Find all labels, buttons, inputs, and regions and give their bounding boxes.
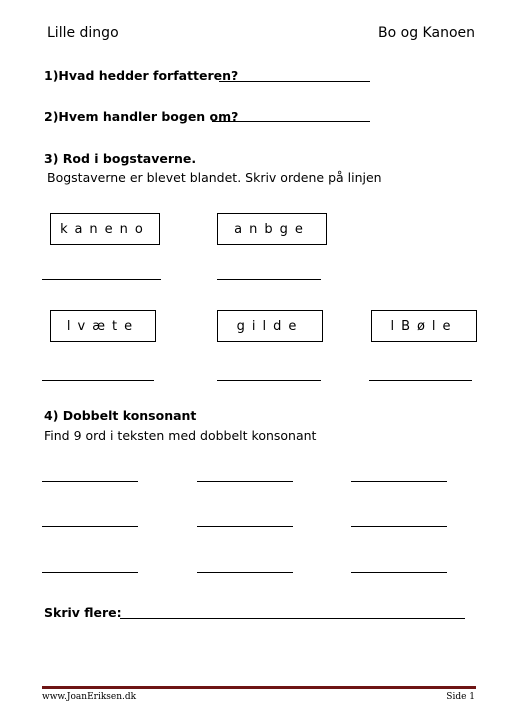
- question-1-label: 1)Hvad hedder forfatteren?: [44, 68, 239, 83]
- double-consonant-line-5[interactable]: [197, 526, 293, 527]
- write-more-answer-line[interactable]: [120, 618, 465, 619]
- double-consonant-line-1[interactable]: [42, 481, 138, 482]
- double-consonant-line-7[interactable]: [42, 572, 138, 573]
- double-consonant-line-9[interactable]: [351, 572, 447, 573]
- worksheet-title-left: Lille dingo: [47, 25, 119, 41]
- answer-line-word-3[interactable]: [42, 380, 154, 381]
- scrambled-word-box-5: lBøle: [371, 310, 477, 342]
- scrambled-word-box-3: lvæte: [50, 310, 156, 342]
- scrambled-word-box-1: kaneno: [50, 213, 160, 245]
- answer-line-word-1[interactable]: [42, 279, 161, 280]
- answer-line-word-4[interactable]: [217, 380, 321, 381]
- question-2-answer-line[interactable]: [212, 121, 370, 122]
- footer-website: www.JoanEriksen.dk: [42, 692, 137, 702]
- footer-divider: [42, 686, 476, 689]
- scrambled-word-box-4: gilde: [217, 310, 323, 342]
- answer-line-word-5[interactable]: [369, 380, 472, 381]
- scrambled-word-box-2: anbge: [217, 213, 327, 245]
- question-2-label: 2)Hvem handler bogen om?: [44, 109, 239, 124]
- answer-line-word-2[interactable]: [217, 279, 321, 280]
- double-consonant-line-6[interactable]: [351, 526, 447, 527]
- question-4-instruction: Find 9 ord i teksten med dobbelt konsonant: [44, 428, 317, 443]
- question-1-answer-line[interactable]: [219, 81, 370, 82]
- write-more-label: Skriv flere:: [44, 605, 122, 620]
- footer-page-number: Side 1: [446, 692, 475, 702]
- worksheet-title-right: Bo og Kanoen: [378, 25, 475, 41]
- double-consonant-line-4[interactable]: [42, 526, 138, 527]
- double-consonant-line-2[interactable]: [197, 481, 293, 482]
- question-3-instruction: Bogstaverne er blevet blandet. Skriv ordene på linjen: [47, 170, 382, 185]
- double-consonant-line-3[interactable]: [351, 481, 447, 482]
- double-consonant-line-8[interactable]: [197, 572, 293, 573]
- question-3-title: 3) Rod i bogstaverne.: [44, 151, 197, 166]
- question-4-title: 4) Dobbelt konsonant: [44, 408, 197, 423]
